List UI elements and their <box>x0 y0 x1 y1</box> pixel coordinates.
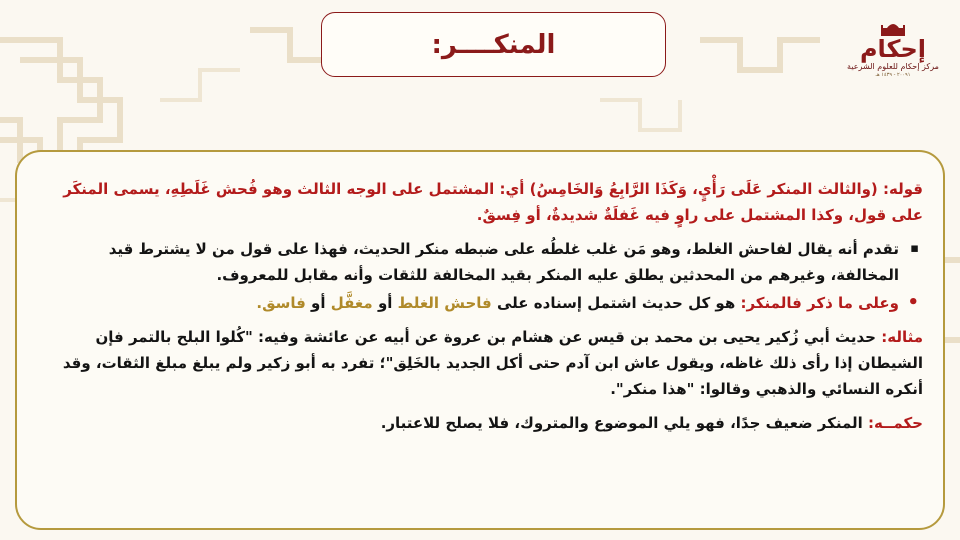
list-item <box>37 290 923 316</box>
intro-lead: قوله: <box>883 180 923 198</box>
ruling-lead: حكمــه: <box>868 414 923 432</box>
logo-subtitle: مركز إحكام للعلوم الشرعية <box>847 62 939 71</box>
definition-text: هو كل حديث اشتمل إسناده على <box>497 294 736 312</box>
intro-quote: (والثالث المنكر عَلَى رَأْيٍ، وَكَذَا الرَّابِعُ وَالخَامِسُ) <box>529 180 878 198</box>
definition-term-2: مغفَّل <box>330 294 373 312</box>
definition-lead: وعلى ما ذكر فالمنكر: <box>740 294 899 312</box>
ihkam-logo <box>843 22 943 98</box>
content-panel <box>15 150 945 530</box>
ruling-paragraph <box>37 410 923 436</box>
ruling-text: المنكر ضعيف جدًا، فهو يلي الموضوع والمتروك، فلا يصلح للاعتبار. <box>380 414 863 432</box>
example-paragraph <box>37 324 923 402</box>
intro-paragraph <box>37 176 923 228</box>
definition-term-3: فاسق. <box>256 294 306 312</box>
logo-tagline: ٢٠٠٩١ - ١٤٣٩ هـ <box>875 72 911 78</box>
slide-title: المنكــــر: <box>431 29 556 60</box>
intro-explanation: أي: المشتمل على الوجه الثالث وهو فُحش غَلَطِهِ، <box>164 180 525 198</box>
square-bullet-icon: ▪ <box>910 241 919 256</box>
mosque-icon <box>881 22 905 36</box>
example-text: حديث أبي زُكير يحيى بن محمد بن قيس عن هشام بن عروة عن أبيه عن عائشة وفيه: "كُلوا البلح بالتمر فإن الشيطان إذا رأى ذلك غاظه، ويقول عاش ابن آدم حتى أكل الجديد بالخَلِق"؛ تفرد به أبو زكير ولم يبلغ مبلغ الثقات، وقد أنكره النسائي والذهبي وقالوا: "هذا منكر". <box>62 328 923 398</box>
list-item <box>37 236 923 288</box>
bullet-list <box>37 236 923 316</box>
example-lead: مثاله: <box>881 328 923 346</box>
definition-or-1: أو <box>377 294 393 312</box>
intro-line2: يسمى المنكَر على قول، وكذا المشتمل على راوٍ فيه غَفلَةٌ شديدةٌ، أو فِسقٌ. <box>63 180 923 224</box>
logo-name: إحكام <box>859 35 927 63</box>
definition-or-2: أو <box>311 294 326 312</box>
definition-term-1: فاحش الغلط <box>397 294 492 312</box>
slide-title-box <box>321 12 666 77</box>
dot-bullet-icon: • <box>907 292 919 313</box>
bullet-text: تقدم أنه يقال لفاحش الغلط، وهو مَن غلب غلطُه على ضبطه منكر الحديث، فهذا على قول من لا يشترط قيد المخالفة، وغيرهم من المحدثين يطلق عليه المنكر بقيد المخالفة للثقات وأنه مقابل للمعروف. <box>108 240 899 284</box>
